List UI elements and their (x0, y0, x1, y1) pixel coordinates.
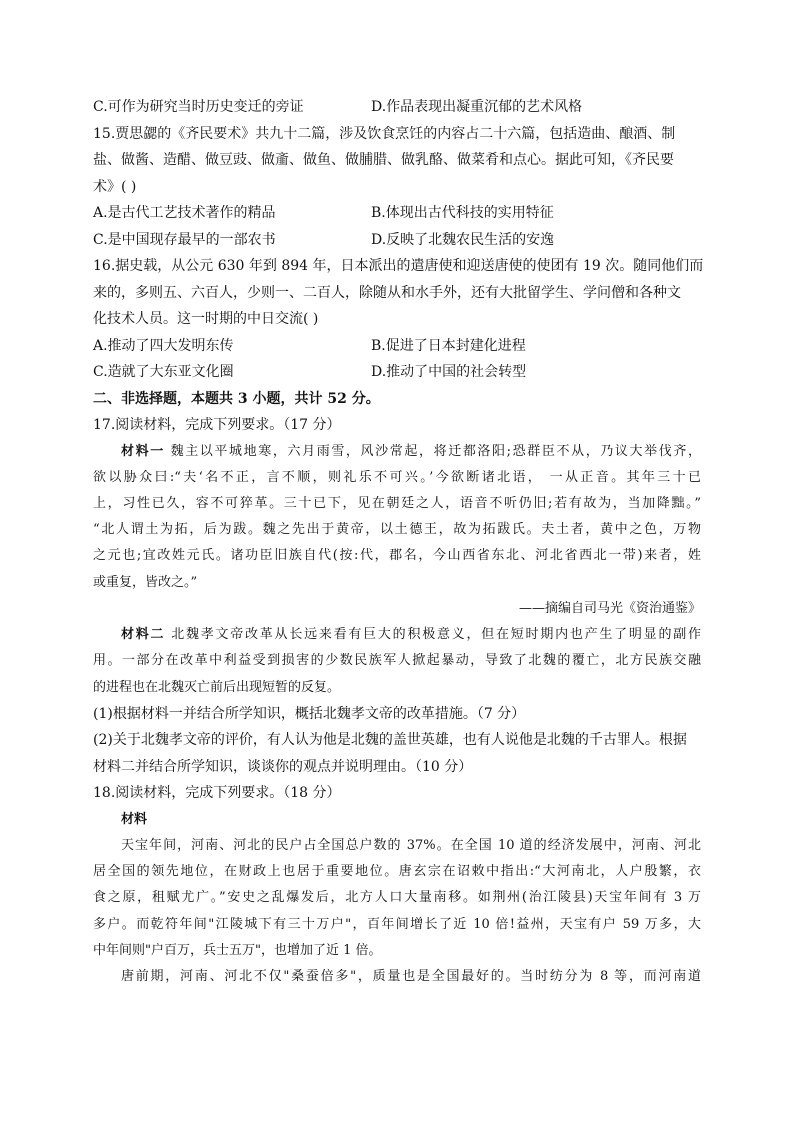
q16-option-d: D.推动了中国的社会转型 (371, 364, 527, 380)
q18-material-label: 材料 (121, 811, 148, 827)
q17-material2-text1: 北魏孝文帝改革从长远来看有巨大的积极意义，但在短时期内也产生了明显的副作 (165, 627, 701, 643)
q14-options-cd (93, 94, 701, 121)
q17-material2-line2: 用。一部分在改革中利益受到损害的少数民族军人掀起暴动，导致了北魏的覆亡，北方民族交融 (93, 653, 701, 669)
q14-option-c: C.可作为研究当时历史变迁的旁证 (93, 99, 304, 115)
q17-stem: 17.阅读材料，完成下列要求。（17 分） (93, 417, 341, 433)
q15-stem-line3: 术》( ) (93, 178, 137, 195)
q15-stem-line2: 盐、做酱、造醋、做豆豉、做齑、做鱼、做脯腊、做乳酪、做菜肴和点心。据此可知，《齐民要 (93, 152, 674, 168)
q15-option-c: C.是中国现存最早的一部农书 (93, 231, 276, 248)
q15-option-d: D.反映了北魏农民生活的安逸 (371, 231, 555, 248)
q16-stem-line2: 来的，多则五、六百人，少则一、二百人，除随从和水手外，还有大批留学生、学问僧和各种文 (93, 284, 681, 301)
q17-material2-line3: 的进程也在北魏灭亡前后出现短暂的反复。 (93, 679, 341, 695)
q16-options-ab (93, 333, 701, 360)
q18-para1-line5: 中年间则"户百万，兵士五万"，也增加了近 1 倍。 (93, 942, 382, 958)
q16-options-cd (93, 359, 701, 386)
q17-material2-label: 材料二 (121, 627, 166, 643)
q16-stem-line1: 16.据史载，从公元 630 年到 894 年，日本派出的遣唐使和迎送唐使的使团有 19 次。随同他们而 (93, 258, 704, 274)
q15-options-cd (93, 227, 701, 254)
section-heading: 二、非选择题，本题共 3 小题，共计 52 分。 (93, 390, 380, 407)
q16-option-c: C.造就了大东亚文化圈 (93, 364, 234, 380)
q17-sub1: (1)根据材料一并结合所学知识，概括北魏孝文帝的改革措施。（7 分） (93, 705, 526, 722)
q17-material1-line4: “北人谓土为拓，后为跋。魏之先出于黄帝，以土德王，故为拓跋氏。夫土者，黄中之色，万物 (93, 522, 701, 538)
q17-material1-line3: 上，习性已久，容不可猝革。三十已下，见在朝廷之人，语音不听仍旧;若有故为，当加降黜。” (93, 495, 701, 511)
q18-para1-line3: 食之原，租赋尤广。”安史之乱爆发后，北方人口大量南移。如荆州(治江陵县)天宝年间有 3 万 (93, 890, 701, 906)
q16-option-b: B.促进了日本封建化进程 (371, 337, 526, 354)
q18-para1-line1: 天宝年间，河南、河北的民户占全国总户数的 37%。在全国 10 道的经济发展中，河南、河北 (121, 838, 701, 854)
q15-option-b: B.体现出古代科技的实用特征 (371, 205, 554, 221)
q17-material2-line1 (93, 622, 701, 648)
q17-material1-line6: 或重复，皆改之。” (93, 574, 198, 590)
q16-option-a: A.推动了四大发明东传 (93, 337, 234, 354)
q15-option-a: A.是古代工艺技术著作的精品 (93, 205, 276, 221)
q17-material1-line2: 欲以胁众曰:“夫‘名不正，言不顺，则礼乐不可兴。’今欲断诸北语， 一从正音。其年三十已 (93, 469, 701, 485)
q17-material1-label: 材料一 (121, 443, 165, 459)
exam-page (93, 94, 704, 990)
q17-material1-line5: 之元也;宜改姓元氏。诸功臣旧族自代(按:代，郡名，今山西省东北、河北省西北一带)来者，姓 (93, 548, 701, 564)
q18-para1-line2: 居全国的领先地位，在财政上也居于重要地位。唐玄宗在诏敕中指出:“大河南北，人户殷繁，衣 (93, 864, 701, 880)
q17-sub2-line2: 材料二并结合所学知识，谈谈你的观点并说明理由。（10 分） (93, 758, 473, 775)
q17-material1-text1: 魏主以平城地寒，六月雨雪，风沙常起，将迁都洛阳;恐群臣不从，乃议大举伐齐， (164, 443, 701, 459)
q18-stem: 18.阅读材料，完成下列要求。（18 分） (93, 785, 341, 802)
q18-para1-line4: 多户。而乾符年间"江陵城下有三十万户"，百年间增长了近 10 倍!益州，天宝有户 59 万多，大 (93, 916, 701, 932)
q17-sub2-line1: (2)关于北魏孝文帝的评价，有人认为他是北魏的盖世英雄，也有人说他是北魏的千古罪人。根据 (93, 732, 687, 749)
q15-options-ab (93, 200, 701, 227)
q15-stem-line1: 15.贾思勰的《齐民要术》共九十二篇，涉及饮食烹饪的内容占二十六篇，包括造曲、酿酒、制 (93, 125, 676, 142)
q16-stem-line3: 化技术人员。这一时期的中日交流( ) (93, 311, 319, 327)
q18-para2-line1: 唐前期，河南、河北不仅"桑蚕倍多"，质量也是全国最好的。当时纺分为 8 等，而河南道 (121, 969, 701, 985)
q14-option-d: D.作品表现出凝重沉郁的艺术风格 (371, 99, 583, 115)
q17-material1-source: ——摘编自司马光《资治通鉴》 (518, 600, 701, 616)
q17-material1-line1 (93, 439, 701, 465)
